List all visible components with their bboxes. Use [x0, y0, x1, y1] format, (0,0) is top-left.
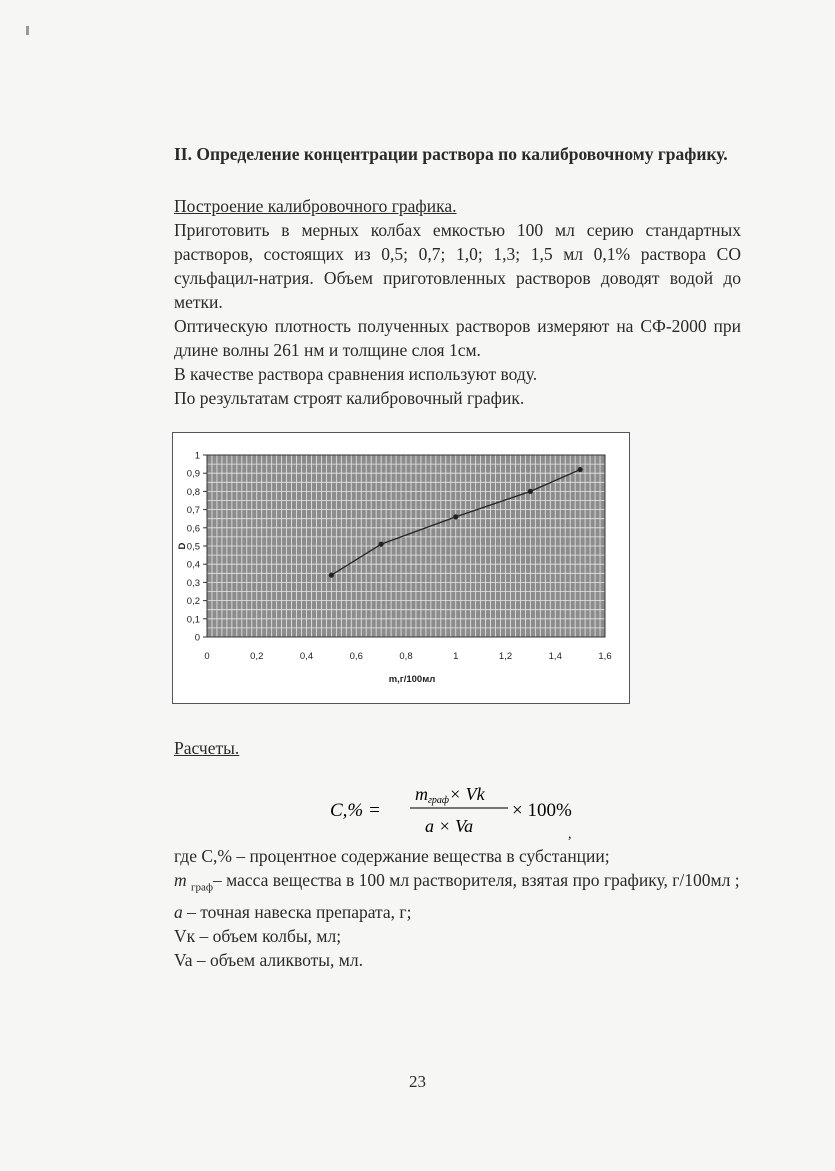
- calibration-chart: [172, 432, 630, 704]
- data-point: [379, 542, 384, 547]
- calculations-title: Расчеты.: [174, 738, 240, 758]
- paragraph-4: По результатам строят калибровочный график.: [174, 388, 525, 408]
- formula-lhs: С,% =: [330, 800, 381, 821]
- chart-svg: [173, 433, 629, 703]
- page-number: 23: [409, 1072, 426, 1091]
- formula-numerator: mграф× Vk: [415, 784, 485, 806]
- y-tick-label: 0,5: [186, 541, 200, 553]
- x-tick-label: 1: [453, 651, 459, 662]
- subsection-title: Построение калибровочного графика.: [174, 196, 457, 216]
- x-tick-label: 1,2: [498, 651, 513, 662]
- y-tick-label: 0,8: [186, 486, 200, 498]
- y-tick-label: 0,6: [186, 523, 200, 535]
- data-point: [329, 573, 334, 578]
- section-heading: II. Определение концентрации раствора по калибровочному графику.: [174, 144, 728, 164]
- y-tick-label: 1: [194, 450, 200, 462]
- formula-denominator: a × Va: [425, 816, 474, 836]
- y-tick-label: 0,4: [186, 559, 200, 571]
- formula-trailing-comma: ,: [568, 827, 572, 842]
- x-axis-label: m,г/100мл: [388, 674, 436, 685]
- definitions-list: [174, 844, 741, 972]
- paragraph-2: Оптическую плотность полученных растворов измеряют на СФ-2000 при длине волны 261 нм и толщине слоя 1см.: [174, 316, 741, 360]
- concentration-formula: [330, 776, 630, 846]
- definition-a: a – точная навеска препарата, г;: [174, 901, 412, 922]
- x-tick-label: 0,8: [399, 651, 413, 662]
- x-tick-label: 1,4: [548, 651, 562, 662]
- paragraph-1: Приготовить в мерных колбах емкостью 100 мл серию стандартных растворов, состоящих из 0,5; 0,7; 1,0; 1,3; 1,5 мл 0,1% раствора СО сульфацил-натрия. Объем приготовленных растворов доводят водой до метки.: [174, 220, 741, 312]
- y-tick-label: 0,9: [186, 468, 200, 480]
- y-axis-label: D: [177, 542, 188, 550]
- definition-m: m $_{граф}$– масса вещества в 100 мл растворителя, взятая про графику, г/100мл ;: [174, 870, 740, 894]
- grid: [207, 455, 605, 637]
- scan-mark: [26, 26, 29, 35]
- data-point: [578, 467, 583, 472]
- definition-vk: Vк – объем колбы, мл;: [174, 925, 342, 946]
- x-tick-label: 0,4: [299, 651, 314, 662]
- data-point: [528, 489, 533, 494]
- y-tick-label: 0,7: [186, 505, 200, 517]
- body-text: [174, 194, 741, 410]
- y-tick-label: 0,1: [186, 614, 200, 626]
- definition-c: где С,% – процентное содержание вещества в субстанции;: [174, 846, 610, 866]
- x-tick-label: 0,6: [349, 651, 363, 662]
- y-tick-label: 0,2: [186, 596, 200, 608]
- x-tick-label: 0,2: [250, 651, 264, 662]
- x-tick-label: 0: [204, 651, 210, 662]
- x-tick-label: 1,6: [598, 651, 612, 662]
- y-tick-label: 0: [194, 632, 200, 644]
- formula-factor: × 100%: [512, 800, 572, 821]
- definition-va: Va – объем аликвоты, мл.: [174, 949, 363, 970]
- y-tick-label: 0,3: [186, 577, 200, 589]
- paragraph-3: В качестве раствора сравнения используют воду.: [174, 364, 538, 384]
- data-point: [453, 514, 458, 519]
